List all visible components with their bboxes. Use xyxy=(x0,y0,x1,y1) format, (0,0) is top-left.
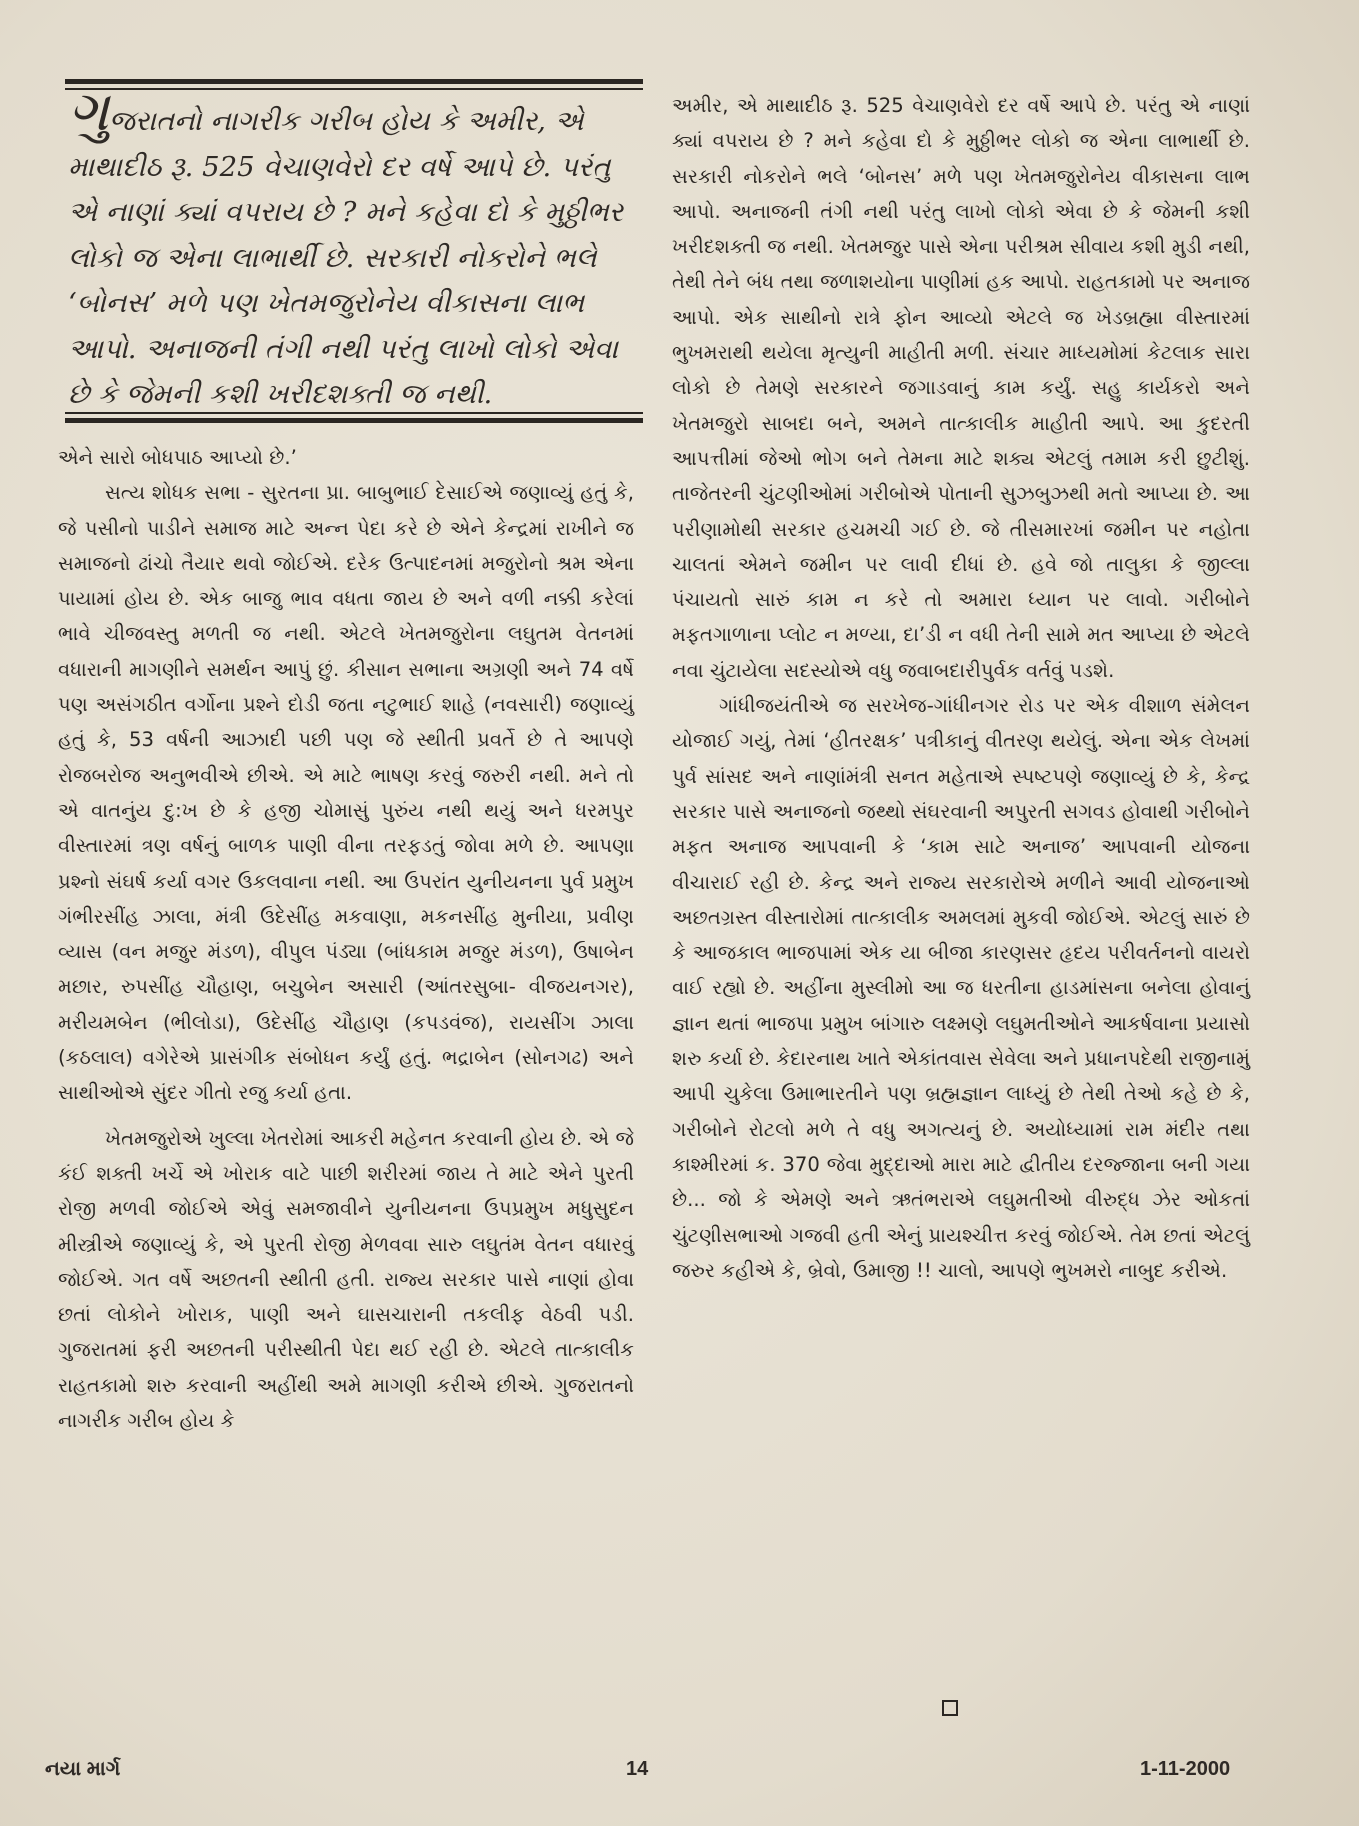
end-of-article-mark xyxy=(942,1700,958,1716)
left-paragraph-2: સત્ય શોધક સભા - સુરતના પ્રા. બાબુભાઈ દેસાઈએ જણાવ્યું હતું કે, જે પસીનો પાડીને સમાજ માટે અન્ન પેદા કરે છે એને કેન્દ્રમાં રાખીને જ સમાજનો ઢાંચો તૈયાર થવો જોઈએ. દરેક ઉત્પાદનમાં મજુરોનો શ્રમ એના પાયામાં હોય છે. એક બાજુ ભાવ વધતા જાય છે અને વળી નક્કી કરેલાં ભાવે ચીજવસ્તુ મળતી જ નથી. એટલે ખેતમજુરોના લઘુતમ વેતનમાં વધારાની માગણીને સમર્થન આપું છું. કીસાન સભાના અગ્રણી અને 74 વર્ષે પણ અસંગઠીત વર્ગોના પ્રશ્ને દોડી જતા નટુભાઈ શાહે (નવસારી) જણાવ્યું હતું કે, 53 વર્ષની આઝાદી પછી પણ જે સ્થીતી પ્રવર્તે છે તે આપણે રોજબરોજ અનુભવીએ છીએ. એ માટે ભાષણ કરવું જરુરી નથી. મને તો એ વાતનુંય દુ:ખ છે કે હજી ચોમાસું પુરુંય નથી થયું અને ધરમપુર વીસ્તારમાં ત્રણ વર્ષનું બાળક પાણી વીના તરફડતું જોવા મળે છે. આપણા પ્રશ્નો સંઘર્ષ કર્યા વગર ઉકલવાના નથી. આ ઉપરાંત યુનીયનના પુર્વ પ્રમુખ ગંભીરસીંહ ઝાલા, મંત્રી ઉદેસીંહ મકવાણા, મકનસીંહ મુનીયા, પ્રવીણ વ્યાસ (વન મજુર મંડળ), વીપુલ પંડ્યા (બાંધકામ મજુર મંડળ), ઉષાબેન મછાર, રુપસીંહ ચૌહાણ, બચુબેન અસારી (આંતરસુબા- વીજયનગર), મરીયમબેન (ભીલોડા), ઉદેસીંહ ચૌહાણ (કપડવંજ), રાયસીંગ ઝાલા (કઠલાલ) વગેરેએ પ્રાસંગીક સંબોધન કર્યું હતું. ભદ્રાબેન (સોનગઢ) અને સાથીઓએ સુંદર ગીતો રજુ કર્યા હતા. xyxy=(58,481,634,1105)
footer-date: 1-11-2000 xyxy=(1140,1758,1231,1780)
pullquote-top-rule-thick xyxy=(65,79,643,84)
right-paragraph-1: અમીર, એ માથાદીઠ રૂ. 525 વેચાણવેરો દર વર્ષે આપે છે. પરંતુ એ નાણાં ક્યાં વપરાય છે ? મને કહેવા દો કે મુઠ્ઠીભર લોકો જ એના લાભાર્થી છે. સરકારી નોકરોને ભલે ‘બોનસ’ મળે પણ ખેતમજુરોનેય વીકાસના લાભ આપો. અનાજની તંગી નથી પરંતુ લાખો લોકો એવા છે કે જેમની કશી ખરીદશક્તી જ નથી. ખેતમજુર પાસે એના પરીશ્રમ સીવાય કશી મુડી નથી, તેથી તેને બંધ તથા જળાશયોના પાણીમાં હક આપો. રાહતકામો પર અનાજ આપો. એક સાથીનો રાત્રે ફોન આવ્યો એટલે જ ખેડબ્રહ્મા વીસ્તારમાં ભુખમરાથી થયેલા મૃત્યુની માહીતી મળી. સંચાર માધ્યમોમાં કેટલાક સારા લોકો છે તેમણે સરકારને જગાડવાનું કામ કર્યું. સહુ કાર્યકરો અને ખેતમજુરો સાબદા બને, અમને તાત્કાલીક માહીતી આપે. આ કુદરતી આપત્તીમાં જેઓ ભોગ બને તેમના માટે શક્ય એટલું તમામ કરી છુટીશું. તાજેતરની ચુંટણીઓમાં ગરીબોએ પોતાની સુઝબુઝથી મતો આપ્યા છે. આ પરીણામોથી સરકાર હચમચી ગઈ છે. જે તીસમારખાં જમીન પર નહોતા ચાલતાં એમને જમીન પર લાવી દીધાં છે. હવે જો તાલુકા કે જીલ્લા પંચાયતો સારું કામ ન કરે તો અમારા ધ્યાન પર લાવો. ગરીબોને મફતગાળાના પ્લોટ ન મળ્યા, દા’ડી ન વધી તેની સામે મત આપ્યા છે એટલે નવા ચુંટાયેલા સદસ્યોએ વધુ જવાબદારીપુર્વક વર્તવું પડશે. xyxy=(672,94,1250,682)
left-paragraph-1: એને સારો બોધપાઠ આપ્યો છે.’ xyxy=(58,446,297,469)
right-column xyxy=(672,88,1250,1288)
pullquote xyxy=(68,79,634,418)
right-paragraph-2: ગાંધીજયંતીએ જ સરખેજ-ગાંધીનગર રોડ પર એક વીશાળ સંમેલન યોજાઈ ગયું, તેમાં ‘હીતરક્ષક’ પત્રીકાનું વીતરણ થયેલું. એના એક લેખમાં પુર્વ સાંસદ અને નાણાંમંત્રી સનત મહેતાએ સ્પષ્ટપણે જણાવ્યું છે કે, કેન્દ્ર સરકાર પાસે અનાજનો જથ્થો સંઘરવાની અપુરતી સગવડ હોવાથી ગરીબોને મફત અનાજ આપવાની કે ‘કામ સાટે અનાજ’ આપવાની યોજના વીચારાઈ રહી છે. કેન્દ્ર અને રાજ્ય સરકારોએ મળીને આવી યોજનાઓ અછતગ્રસ્ત વીસ્તારોમાં તાત્કાલીક અમલમાં મુકવી જોઈએ. એટલું સારું છે કે આજકાલ ભાજપામાં એક યા બીજા કારણસર હૃદય પરીવર્તનનો વાયરો વાઈ રહ્યો છે. અહીંના મુસ્લીમો આ જ ધરતીના હાડમાંસના બનેલા હોવાનું જ્ઞાન થતાં ભાજપા પ્રમુખ બાંગારુ લક્ષ્મણે લઘુમતીઓને આકર્ષવાના પ્રયાસો શરુ કર્યા છે. કેદારનાથ ખાતે એકાંતવાસ સેવેલા અને પ્રધાનપદેથી રાજીનામું આપી ચુકેલા ઉમાભારતીને પણ બ્રહ્મજ્ઞાન લાધ્યું છે તેથી તેઓ કહે છે કે, ગરીબોને રોટલો મળે તે વધુ અગત્યનું છે. અયોધ્યામાં રામ મંદીર તથા કાશ્મીરમાં ક. 370 જેવા મુદ્દાઓ મારા માટે દ્વીતીય દરજ્જાના બની ગયા છે... જો કે એમણે અને ઋતંભરાએ લઘુમતીઓ વીરુદ્ધ ઝેર ઓકતાં ચુંટણીસભાઓ ગજવી હતી એનું પ્રાયશ્ચીત્ત કરવું જોઈએ. તેમ છતાં એટલું જરુર કહીએ કે, બ્રેવો, ઉમાજી !! ચાલો, આપણે ભુખમરો નાબુદ કરીએ. xyxy=(672,694,1250,1282)
pullquote-bottom-rule-thin xyxy=(65,412,643,414)
pullquote-top-rule-thin xyxy=(65,88,643,90)
footer-page-number: 14 xyxy=(626,1758,649,1780)
left-column xyxy=(58,440,634,1438)
pullquote-text: જરાતનો નાગરીક ગરીબ હોય કે અમીર, એ માથાદીઠ રૂ. 525 વેચાણવેરો દર વર્ષે આપે છે. પરંતુ એ નાણાં ક્યાં વપરાય છે ? મને કહેવા દો કે મુઠ્ઠીભર લોકો જ એના લાભાર્થી છે. સરકારી નોકરોને ભલે ‘બોનસ’ મળે પણ ખેતમજુરોનેય વીકાસના લાભ આપો. અનાજની તંગી નથી પરંતુ લાખો લોકો એવા છે કે જેમની કશી ખરીદશક્તી જ નથી. xyxy=(68,105,623,410)
footer-publication: નયા માર્ગ xyxy=(45,1758,121,1780)
pullquote-initial: ગુ xyxy=(68,79,109,144)
left-paragraph-3: ખેતમજુરોએ ખુલ્લા ખેતરોમાં આકરી મહેનત કરવાની હોય છે. એ જે કંઈ શક્તી ખર્ચે એ ખોરાક વાટે પાછી શરીરમાં જાય તે માટે એને પુરતી રોજી મળવી જોઈએ એવું સમજાવીને યુનીયનના ઉપપ્રમુખ મધુસુદન મીસ્ત્રીએ જણાવ્યું કે, એ પુરતી રોજી મેળવવા સારુ લઘુતંમ વેતન વધારવું જોઈએ. ગત વર્ષે અછતની સ્થીતી હતી. રાજ્ય સરકાર પાસે નાણાં હોવા છતાં લોકોને ખોરાક, પાણી અને ઘાસચારાની તકલીફ વેઠવી પડી. ગુજરાતમાં ફરી અછતની પરીસ્થીતી પેદા થઈ રહી છે. એટલે તાત્કાલીક રાહતકામો શરુ કરવાની અહીંથી અમે માગણી કરીએ છીએ. ગુજરાતનો નાગરીક ગરીબ હોય કે xyxy=(58,1126,634,1433)
pullquote-bottom-rule-thick xyxy=(65,418,643,423)
